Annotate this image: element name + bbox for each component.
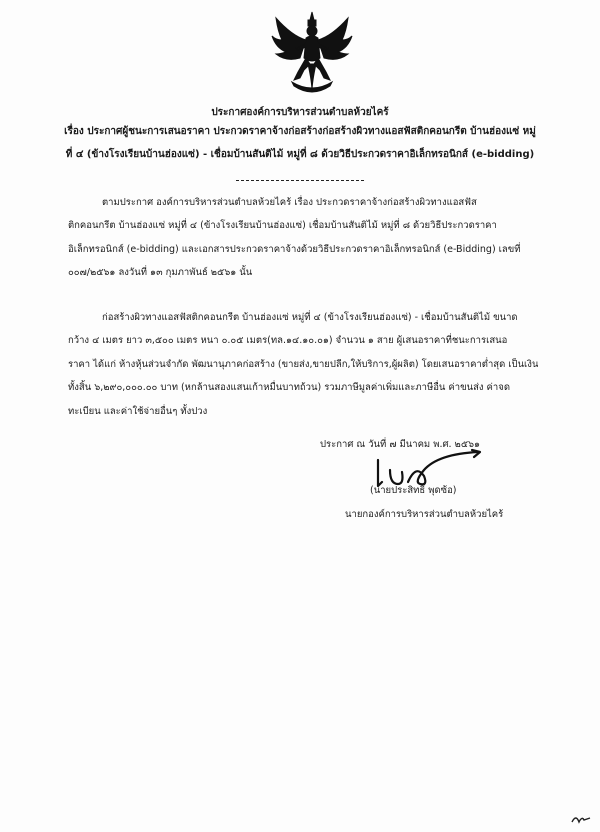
heading-divider [236,180,364,181]
announcement-date: ประกาศ ณ วันที่ ๗ มีนาคม พ.ศ. ๒๕๖๑ [320,439,481,450]
paragraph-1-line: ติกคอนกรีต บ้านฮ่องแซ่ หมู่ที่ ๔ (ข้างโรงเรียนบ้านฮ่องแซ่) เชื่อมบ้านสันติไม้ หมู่ที่ ๘ ด้วยวิธีประกวดราคา [68,220,497,232]
garuda-emblem-icon [268,10,356,98]
paragraph-1-line: อิเล็กทรอนิกส์ (e-bidding) และเอกสารประกวดราคาจ้างด้วยวิธีประกวดราคาอิเล็กทรอนิกส์ (e-Bidding) เลขที่ [68,243,521,255]
paragraph-2-line: ทั้งสิ้น ๖,๒๙๐,๐๐๐.๐๐ บาท (หกล้านสองแสนเก้าหมื่นบาทถ้วน) รวมภาษีมูลค่าเพิ่มและภาษีอื่น ค่าขนส่ง ค่าจด [68,382,510,394]
signer-position: นายกองค์การบริหารส่วนตำบลห้วยไคร้ [345,509,504,520]
subject-line-2: ที่ ๔ (ข้างโรงเรียนบ้านฮ่องแซ่) - เชื่อมบ้านสันติไม้ หมู่ที่ ๘ ด้วยวิธีประกวดราคาอิเล็กทรอนิกส์ (e-bidding) [65,149,535,160]
paragraph-2-line: กว้าง ๔ เมตร ยาว ๓,๕๐๐ เมตร หนา ๐.๐๕ เมตร(ทล.๑๔.๑๐.๐๑) จำนวน ๑ สาย ผู้เสนอราคาที่ชนะการเสนอ [68,335,508,347]
issuer-heading: ประกาศองค์การบริหารส่วนตำบลห้วยไคร้ [211,107,389,118]
paragraph-2-line: ราคา ได้แก่ ห้างหุ้นส่วนจำกัด พัฒนานุภาคก่อสร้าง (ขายส่ง,ขายปลีก,ให้บริการ,ผู้ผลิต) โดยเสนอราคาต่ำสุด เป็นเงิน [68,358,538,370]
subject-line-1: เรื่อง ประกาศผู้ชนะการเสนอราคา ประกวดราคาจ้างก่อสร้างก่อสร้างผิวทางแอสฟัสติกคอนกรีต บ้านฮ่องแซ่ หมู่ [64,126,536,137]
paragraph-2-line: ทะเบียน และค่าใช้จ่ายอื่นๆ ทั้งปวง [68,405,208,417]
paragraph-1-line: ตามประกาศ องค์การบริหารส่วนตำบลห้วยไคร้ เรื่อง ประกวดราคาจ้างก่อสร้างผิวทางแอสฟัส [102,197,477,208]
body-paragraph-2 [68,306,538,423]
paragraph-1-line: ๐๐๗/๒๕๖๑ ลงวันที่ ๑๓ กุมภาพันธ์ ๒๕๖๑ นั้น [68,267,253,279]
corner-pen-mark [570,812,592,826]
paragraph-2-line: ก่อสร้างผิวทางแอสฟัสติกคอนกรีต บ้านฮ่องแซ่ หมู่ที่ ๔ (ข้างโรงเรียนฮ่องแซ่) - เชื่อมบ้านสันติไม้ ขนาด [102,312,518,323]
signer-name: (นายประสิทธิ์ พุดซ้อ) [370,485,457,496]
body-paragraph-1 [68,191,538,285]
